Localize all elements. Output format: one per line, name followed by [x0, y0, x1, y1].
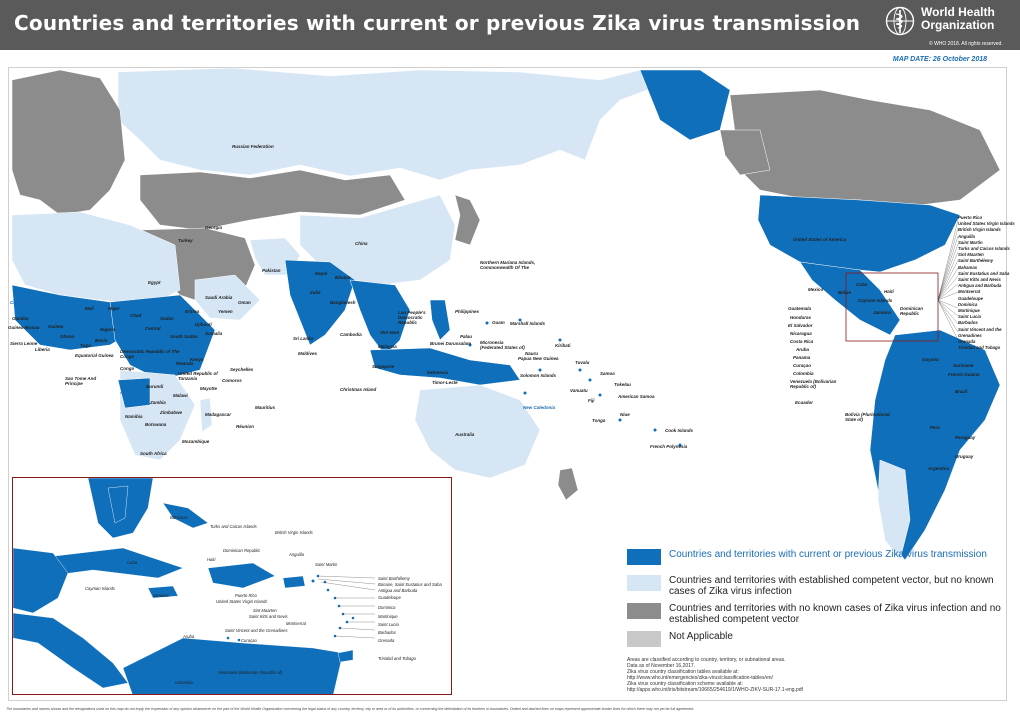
inset-label-aruba: Aruba	[183, 634, 195, 639]
note-5: http://apps.who.int/iris/bitstream/10665/254619/1/WHO-ZIKV-SUR-17.1-eng.pdf	[627, 687, 803, 693]
inset-label-haiti: Haiti	[207, 557, 216, 562]
region-canada	[730, 90, 1000, 205]
label-peru: Peru	[930, 425, 941, 430]
label-rwanda: Rwanda	[176, 361, 194, 366]
note-0: Areas are classified according to country, territory, or subnational areas.	[627, 657, 786, 663]
label-fiji: Fiji	[588, 398, 595, 403]
region-usa	[758, 195, 960, 272]
inset-label-jamaica: Jamaica	[153, 593, 169, 598]
label-turkey: Turkey	[178, 238, 193, 243]
legend-swatch-no-cases	[627, 603, 661, 619]
data-notes	[627, 657, 803, 693]
label-malawi: Malawi	[173, 393, 188, 398]
label-guyana: Guyana	[922, 357, 939, 362]
label-png: Papua New Guinea	[518, 356, 559, 361]
label-china: China	[355, 241, 368, 246]
label-honduras: Honduras	[790, 315, 812, 320]
copyright-notice: © WHO 2018. All rights reserved.	[929, 41, 1003, 47]
inset-label-venezuela: Venezuela (Bolivarian Republic of)	[218, 670, 283, 675]
label-cook-islands: Cook Islands	[665, 428, 694, 433]
callout-3: Anguilla	[958, 233, 975, 239]
legend-label-no-cases: Countries and territories with no known cases of Zika virus infection and no established competent vector	[669, 603, 1001, 625]
inset-label-trinidad: Trinidad and Tobago	[378, 656, 416, 661]
label-marshall: Marshall Islands	[510, 321, 546, 326]
region-europe	[12, 70, 125, 215]
legend-item-vector	[627, 575, 1014, 597]
label-haiti: Haiti	[884, 289, 894, 294]
label-ecuador: Ecuador	[795, 400, 814, 405]
label-jamaica: Jamaica	[873, 310, 891, 315]
callout-19: Grenada	[958, 339, 976, 345]
label-kenya: Kenya	[190, 357, 204, 362]
note-4: Zika virus country classification scheme available at:	[627, 681, 743, 687]
region-russia	[118, 68, 658, 180]
inset-label-bahamas: Bahamas	[170, 515, 188, 520]
callout-0: Puerto Rico	[958, 215, 983, 220]
label-pakistan: Pakistan	[262, 268, 281, 273]
label-ghana: Ghana	[60, 334, 75, 339]
label-somalia: Somalia	[205, 331, 223, 336]
label-gambia: Gambia	[12, 316, 29, 321]
label-brazil: Brazil	[955, 389, 968, 394]
inset-label-anguilla: Anguilla	[289, 552, 304, 557]
label-seychelles: Seychelles	[230, 367, 254, 372]
label-guatemala: Guatemala	[788, 306, 812, 311]
map-title: Countries and territories with current or previous Zika virus transmission	[14, 11, 861, 35]
inset-label-turks-caicos: Turks and Caicos Islands	[210, 524, 257, 529]
region-australia	[415, 385, 540, 478]
label-mali: Mali	[85, 306, 94, 311]
label-nauru: Nauru	[525, 351, 539, 356]
callout-9: Saint Eustatius and Saba	[958, 270, 1010, 276]
label-eritrea: Eritrea	[185, 309, 200, 314]
label-guam: Guam	[492, 320, 505, 325]
label-zimbabwe: Zimbabwe	[160, 410, 183, 415]
inset-label-usvi: United States Virgin Islands	[216, 599, 268, 604]
inset-label-saint-eustatius: Bonaire, Saint Eustatius and Saba	[378, 582, 442, 587]
label-solomon: Solomon Islands	[520, 373, 557, 378]
label-dominican-republic: Dominican Republic	[900, 306, 924, 316]
label-congo: Congo	[120, 366, 135, 371]
label-indonesia: Indonesia	[427, 370, 449, 375]
label-venezuela: Venezuela (Bolivarian Republic of)	[790, 379, 837, 389]
legend-label-current: Countries and territories with current or previous Zika virus transmission	[669, 549, 987, 560]
label-cabo-verde: Cabo Verde	[10, 300, 35, 305]
inset-hispaniola	[208, 563, 275, 588]
label-guinea: Guinea	[48, 324, 64, 329]
inset-label-puerto-rico: Puerto Rico	[235, 593, 257, 598]
label-niue: Niue	[620, 412, 630, 417]
inset-label-saint-martin: Saint Martin	[315, 562, 338, 567]
label-mozambique: Mozambique	[182, 439, 210, 444]
legend-item-current	[627, 549, 1014, 565]
callout-10: Saint Kitts and Nevis	[958, 277, 1001, 283]
legend-item-no-cases	[627, 603, 1014, 625]
label-usa: United States of America	[793, 237, 847, 242]
inset-label-dominican-republic: Dominican Republic	[223, 548, 261, 553]
region-greenland	[640, 70, 730, 140]
legend-item-not-applicable	[627, 631, 1014, 647]
label-mayotte: Mayotte	[200, 386, 218, 391]
label-sudan: Sudan	[160, 316, 174, 321]
label-french-polynesia: French Polynesia	[650, 444, 688, 449]
label-christmas-island: Christmas Island	[340, 387, 377, 392]
legend-swatch-vector	[627, 575, 661, 591]
label-djibouti: Djibouti	[195, 322, 212, 327]
legend-label-not-applicable: Not Applicable	[669, 631, 733, 642]
inset-label-saint-vincent: Saint Vincent and the Grenadines	[225, 628, 288, 633]
inset-label-cuba: Cuba	[127, 560, 138, 565]
label-palau: Palau	[460, 334, 473, 339]
inset-label-barbados: Barbados	[378, 630, 396, 635]
label-tokelau: Tokelau	[614, 382, 631, 387]
label-aruba: Aruba	[796, 347, 810, 352]
label-tuvalu: Tuvalu	[575, 360, 590, 365]
map-date: MAP DATE: 26 October 2018	[892, 56, 987, 63]
label-zambia: Zambia	[150, 400, 166, 405]
label-panama: Panama	[793, 355, 811, 360]
label-mexico: Mexico	[808, 287, 824, 292]
callout-12: Montserrat	[958, 289, 981, 295]
callout-14: Dominica	[958, 301, 978, 307]
inset-label-guadeloupe: Guadeloupe	[378, 595, 401, 600]
label-botswana: Botswana	[145, 422, 167, 427]
label-georgia: Georgia	[205, 225, 223, 230]
caribbean-callout-list	[958, 215, 1018, 351]
label-mauritius: Mauritius	[255, 405, 276, 410]
inset-label-martinique: Martinique	[378, 614, 398, 619]
inset-label-curacao: Curaçao	[241, 638, 257, 643]
callout-11: Antigua and Barbuda	[958, 283, 1002, 289]
caribbean-inset	[12, 477, 452, 695]
legend-swatch-not-applicable	[627, 631, 661, 647]
label-drc: Democratic Republic of The Congo	[120, 349, 180, 359]
label-philippines: Philippines	[455, 309, 480, 314]
label-south-africa: South Africa	[140, 451, 167, 456]
disclaimer: The boundaries and names shown and the designations used on this map do not imply the expression of any opinion whatsoever on the part of the World Health Organization concerning the legal status of any country, territory, city or area or of its authorities, or concerning the delimitation of its frontiers or boundaries. Dotted and dashed lines on maps represent approximate border lines for which there may not yet be full agreement.	[6, 707, 695, 711]
label-viet-nam: Viet Nam	[380, 330, 400, 335]
label-central: Central	[145, 326, 161, 331]
label-cayman: Cayman Islands	[858, 298, 893, 303]
label-south-sudan: South Sudan	[170, 334, 198, 339]
label-lao: Lao People's Democratic Republic	[398, 310, 426, 325]
label-burundi: Burundi	[146, 384, 164, 389]
label-sao-tome: Sao Tome And Principe	[65, 376, 97, 386]
label-egypt: Egypt	[148, 280, 161, 285]
label-cuba: Cuba	[856, 282, 868, 287]
label-equatorial-guinea: Equatorial Guinea	[75, 353, 114, 358]
label-sri-lanka: Sri Lanka	[293, 336, 314, 341]
note-2: Zika virus country classification tables available at:	[627, 669, 739, 675]
callout-13: Guadeloupe	[958, 295, 983, 301]
inset-label-montserrat: Montserrat	[286, 621, 307, 626]
label-bangladesh: Bangladesh	[330, 300, 356, 305]
label-french-guiana: French Guiana	[948, 372, 980, 377]
label-uruguay: Uruguay	[955, 454, 974, 459]
label-new-caledonia: New Caledonia	[523, 405, 556, 410]
label-oman: Oman	[238, 300, 251, 305]
label-russia: Russian Federation	[232, 144, 274, 149]
label-saudi-arabia: Saudi Arabia	[205, 295, 233, 300]
label-maldives: Maldives	[298, 351, 318, 356]
label-liberia: Liberia	[35, 347, 50, 352]
label-belize: Belize	[838, 290, 852, 295]
callout-5: Turks and Caicos Islands	[958, 246, 1010, 252]
inset-label-cayman: Cayman Islands	[85, 586, 116, 591]
inset-south-america	[123, 638, 343, 695]
inset-label-saint-kitts: Saint Kitts and Nevis	[249, 614, 288, 619]
inset-label-saint-barthelemy: Saint Barthélemy	[378, 576, 410, 581]
callout-16: Saint Lucia	[958, 314, 981, 320]
label-argentina: Argentina	[928, 466, 950, 471]
label-nigeria: Nigeria	[100, 327, 116, 332]
label-niger: Niger	[108, 306, 120, 311]
label-namibia: Namibia	[125, 414, 143, 419]
label-tonga: Tonga	[592, 418, 606, 423]
callout-4: Saint Martin	[958, 239, 983, 245]
label-el-salvador: El Salvador	[788, 323, 813, 328]
label-nicaragua: Nicaragua	[790, 331, 812, 336]
label-togo: Togo	[80, 343, 91, 348]
who-org-line2: Organization	[921, 18, 995, 32]
label-costa-rica: Costa Rica	[790, 339, 814, 344]
inset-label-colombia: Colombia	[175, 680, 193, 685]
inset-central-america	[13, 613, 128, 688]
label-malaysia: Malaysia	[378, 344, 397, 349]
inset-label-bvi: British Virgin Islands	[275, 530, 313, 535]
callout-17: Barbados	[958, 320, 978, 326]
label-kiribati: Kiribati	[555, 343, 571, 348]
label-samoa: Samoa	[600, 371, 615, 376]
label-nmi: Northern Mariana Islands, Commonwealth Of The	[480, 260, 536, 270]
label-paraguay: Paraguay	[955, 435, 976, 440]
who-org-line1: World Health	[921, 5, 995, 19]
label-micronesia: Micronesia (Federated States of)	[480, 340, 525, 350]
label-madagascar: Madagascar	[205, 412, 232, 417]
label-brunei: Brunei Darussalam	[430, 341, 472, 346]
callout-18: Saint Vincent and the Grenadines	[958, 326, 1002, 338]
label-australia: Australia	[455, 432, 475, 437]
region-japan	[455, 195, 480, 245]
callout-7: Saint Barthélemy	[958, 258, 994, 264]
label-yemen: Yemen	[218, 309, 233, 314]
inset-label-antigua: Antigua and Barbuda	[378, 588, 418, 593]
label-sierra-leone: Sierra Leone	[10, 341, 38, 346]
inset-label-grenada: Grenada	[378, 638, 395, 643]
callout-6: Sint Maarten	[958, 252, 984, 258]
inset-label-dominica: Dominica	[378, 605, 396, 610]
label-colombia: Colombia	[793, 371, 814, 376]
inset-label-saint-lucia: Saint Lucia	[378, 622, 399, 627]
region-new-zealand	[558, 468, 578, 500]
label-chad: Chad	[130, 313, 142, 318]
callout-15: Martinique	[958, 308, 980, 314]
label-comoros: Comoros	[222, 378, 242, 383]
callout-20: Trinidad and Tobago	[958, 345, 1001, 351]
label-tanzania: United Republic of Tanzania	[178, 371, 218, 381]
label-cambodia: Cambodia	[340, 332, 362, 337]
label-india: India	[310, 290, 321, 295]
callout-8: Bahamas	[958, 264, 978, 270]
label-american-samoa: American Samoa	[618, 394, 655, 399]
label-suriname: Suriname	[953, 363, 974, 368]
inset-puerto-rico	[283, 576, 305, 588]
callout-2: British Virgin Islands	[958, 227, 1001, 233]
legend-swatch-current	[627, 549, 661, 565]
note-1: Data as of November 16,2017.	[627, 663, 696, 669]
label-curacao: Curaçao	[793, 363, 812, 368]
label-timor-leste: Timor-Leste	[432, 380, 458, 385]
inset-label-sint-maarten: Sint Maarten	[253, 608, 277, 613]
label-singapore: Singapore	[372, 364, 395, 369]
label-vanuatu: Vanuatu	[570, 388, 588, 393]
inset-trinidad	[338, 650, 353, 662]
label-angola: Angola	[120, 390, 136, 395]
note-3: http://www.who.int/emergencies/zika-virus/classification-tables/en/	[627, 675, 773, 681]
label-nepal: Nepal	[315, 271, 328, 276]
label-bolivia: Bolivia (Plurinational State of)	[845, 412, 890, 422]
label-guinea-bissau: Guinea-Bissau	[8, 325, 40, 330]
label-benin: Benin	[95, 338, 108, 343]
label-bhutan: Bhutan	[335, 275, 351, 280]
callout-1: United States Virgin Islands	[958, 221, 1015, 227]
label-reunion: Réunion	[236, 424, 254, 429]
legend-label-vector: Countries and territories with established competent vector, but no known cases of Zika virus infection	[669, 575, 994, 597]
